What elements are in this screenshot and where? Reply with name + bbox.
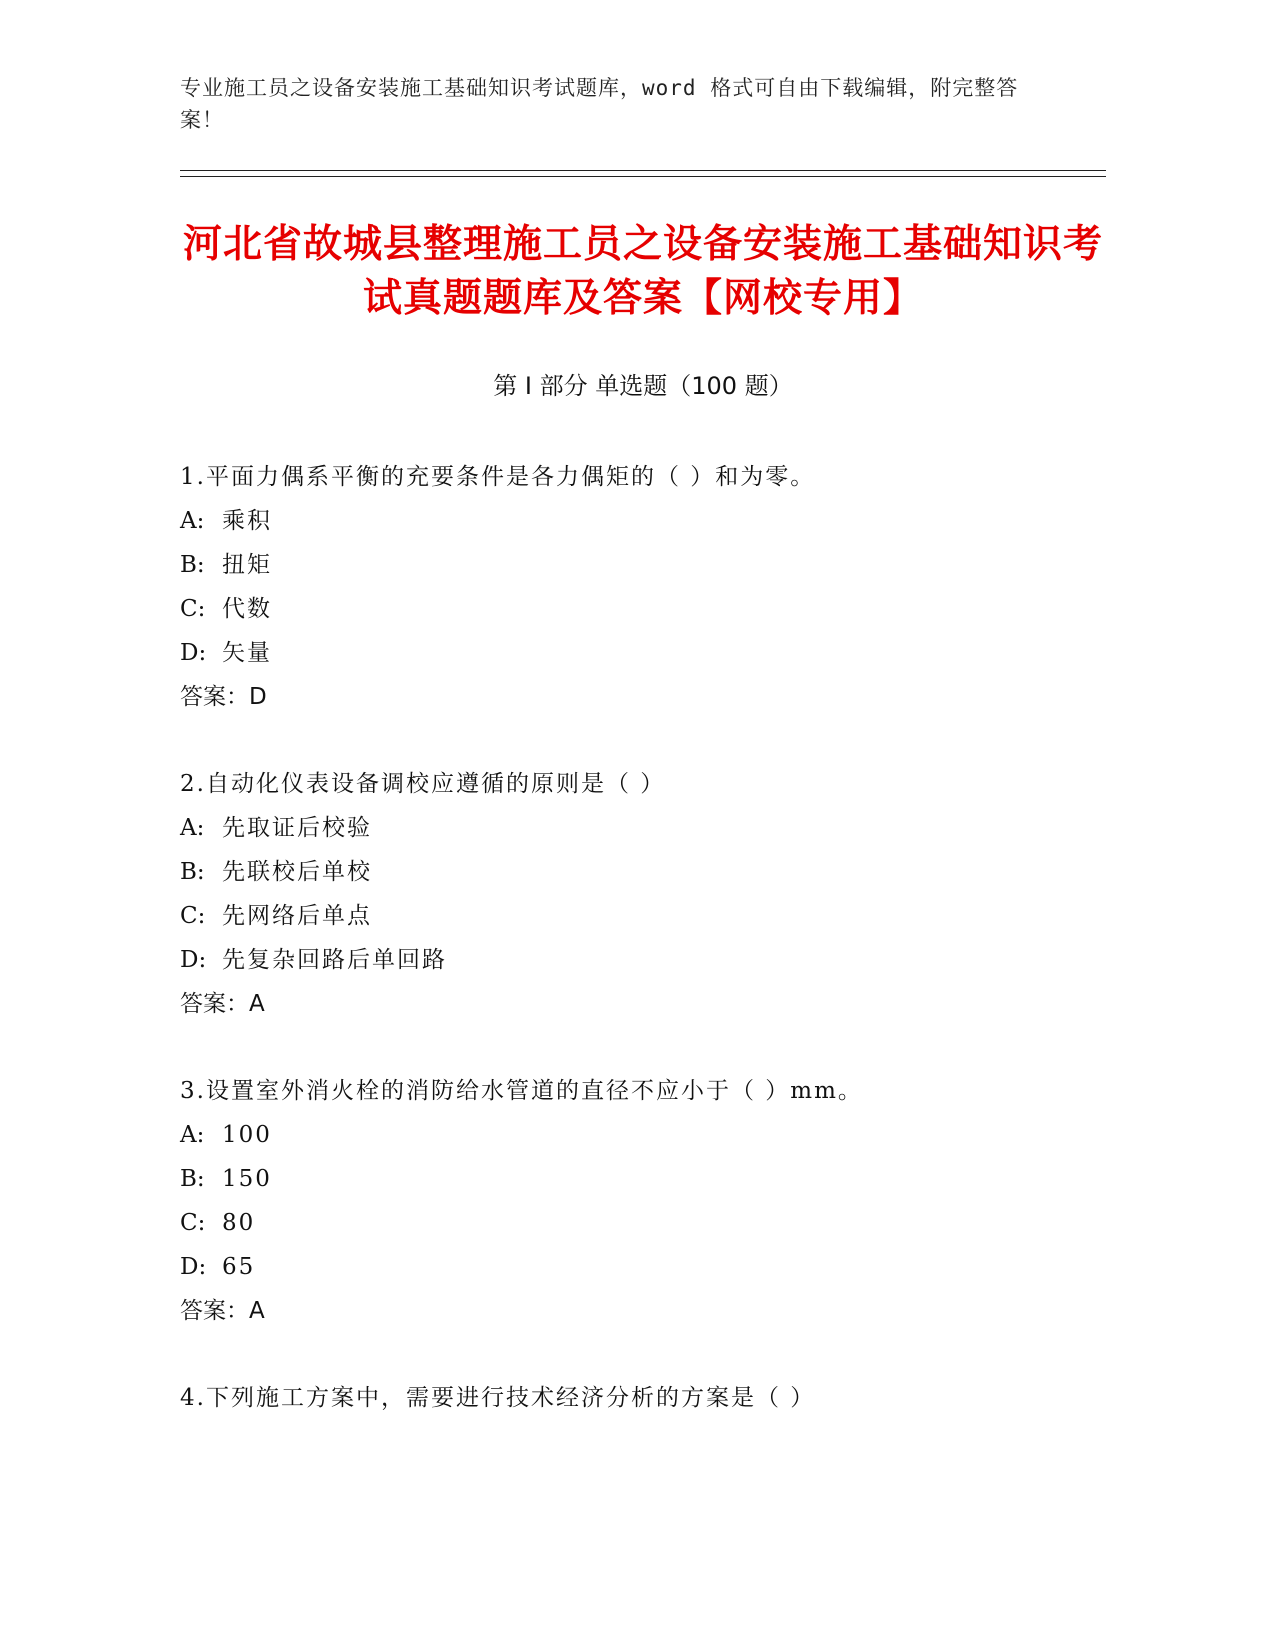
option-key: B: <box>180 1166 205 1192</box>
answer-value: A <box>249 1298 265 1324</box>
option-c <box>180 1201 1106 1245</box>
question-stem: 2.自动化仪表设备调校应遵循的原则是（ ） <box>180 771 666 797</box>
option-key: A: <box>180 508 205 534</box>
option-d <box>180 1245 1106 1289</box>
option-d <box>180 631 1106 675</box>
option-key: B: <box>180 859 205 885</box>
answer-line <box>180 982 1106 1026</box>
question-3 <box>180 1069 1106 1333</box>
option-text: 先复杂回路后单回路 <box>222 947 447 973</box>
option-key: D: <box>180 947 207 973</box>
option-key: D: <box>180 640 207 666</box>
answer-label: 答案： <box>180 991 249 1017</box>
answer-label: 答案： <box>180 684 249 710</box>
answer-line <box>180 675 1106 719</box>
option-text: 先取证后校验 <box>222 815 372 841</box>
option-key: B: <box>180 552 205 578</box>
header-divider-bottom <box>180 176 1106 177</box>
document-title: 河北省故城县整理施工员之设备安装施工基础知识考试真题题库及答案【网校专用】 <box>182 222 1103 321</box>
answer-label: 答案： <box>180 1298 249 1324</box>
option-text: 150 <box>222 1166 272 1192</box>
question-1 <box>180 455 1106 719</box>
option-text: 先联校后单校 <box>222 859 372 885</box>
answer-value: D <box>249 684 267 710</box>
option-text: 矢量 <box>222 640 272 666</box>
header-divider-top <box>180 170 1106 171</box>
option-c <box>180 894 1106 938</box>
option-key: C: <box>180 596 206 622</box>
option-text: 先网络后单点 <box>222 903 372 929</box>
option-text: 代数 <box>222 596 272 622</box>
option-key: A: <box>180 1122 205 1148</box>
option-key: A: <box>180 815 205 841</box>
question-2 <box>180 762 1106 1026</box>
option-a <box>180 806 1106 850</box>
option-text: 80 <box>222 1210 256 1236</box>
option-d <box>180 938 1106 982</box>
option-a <box>180 499 1106 543</box>
option-text: 100 <box>222 1122 272 1148</box>
question-stem: 1.平面力偶系平衡的充要条件是各力偶矩的（ ）和为零。 <box>180 464 816 490</box>
question-stem: 4.下列施工方案中，需要进行技术经济分析的方案是（ ） <box>180 1385 816 1411</box>
option-b <box>180 1157 1106 1201</box>
option-key: D: <box>180 1254 207 1280</box>
header-note: 专业施工员之设备安装施工基础知识考试题库，word 格式可自由下载编辑，附完整答案！ <box>180 76 1019 132</box>
option-c <box>180 587 1106 631</box>
option-b <box>180 850 1106 894</box>
option-key: C: <box>180 1210 206 1236</box>
answer-line <box>180 1289 1106 1333</box>
question-4 <box>180 1376 1106 1420</box>
section-heading: 第 I 部分 单选题（100 题） <box>493 372 793 400</box>
option-key: C: <box>180 903 206 929</box>
option-b <box>180 543 1106 587</box>
question-list <box>180 455 1106 1463</box>
option-a <box>180 1113 1106 1157</box>
option-text: 65 <box>222 1254 256 1280</box>
answer-value: A <box>249 991 265 1017</box>
question-stem: 3.设置室外消火栓的消防给水管道的直径不应小于（ ）mm。 <box>180 1078 863 1104</box>
option-text: 扭矩 <box>222 552 272 578</box>
option-text: 乘积 <box>222 508 272 534</box>
